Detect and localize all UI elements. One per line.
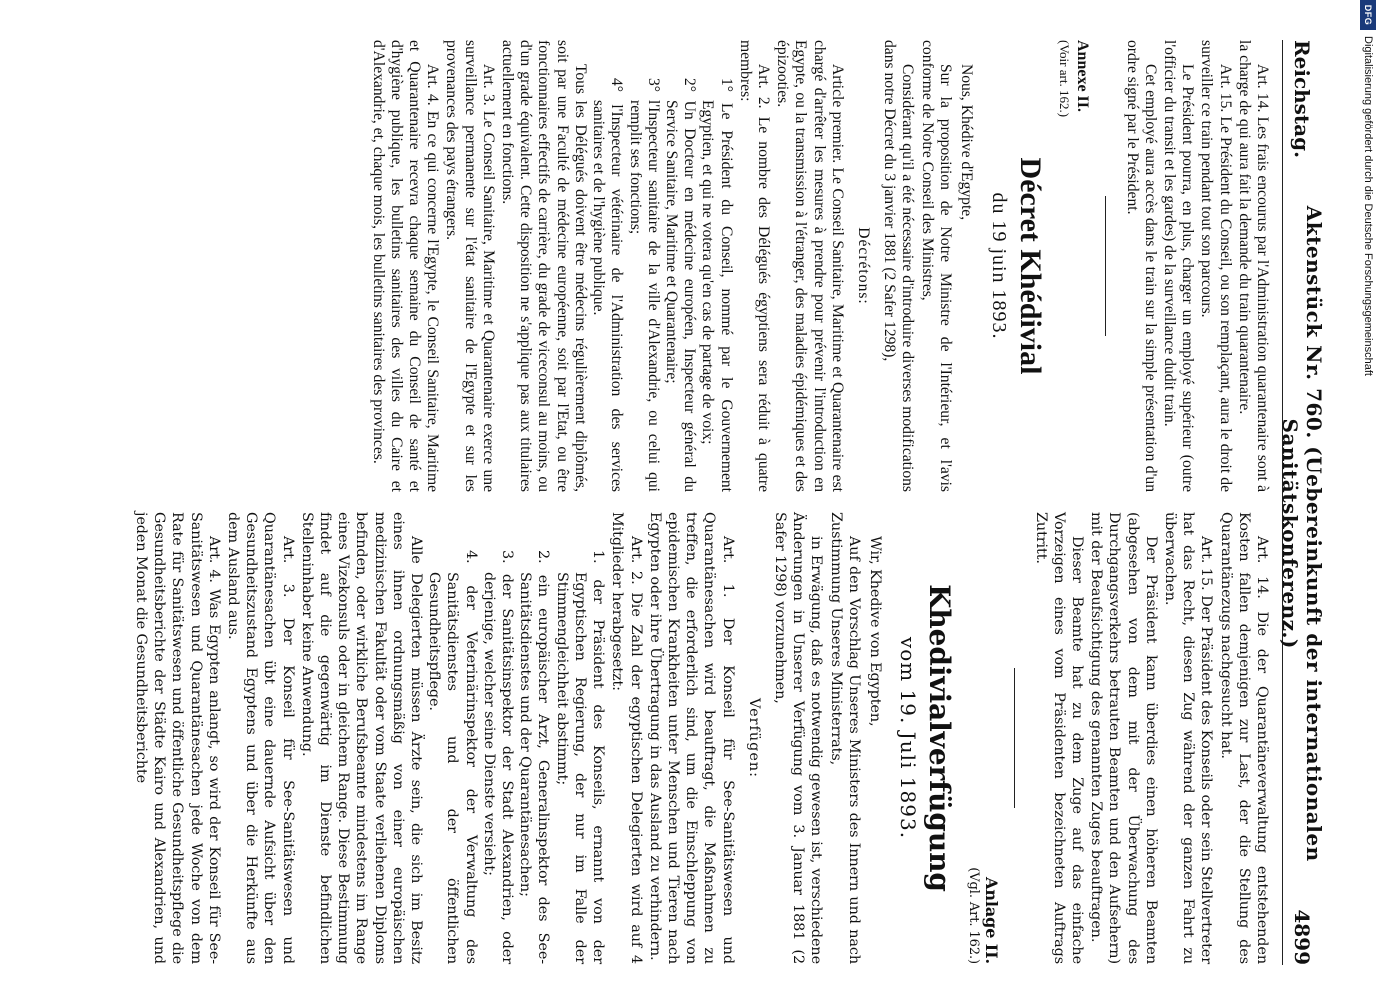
- fr-greeting: Nous, Khédive d'Egypte,: [957, 64, 975, 221]
- de-list-item: 2. ein europäischer Arzt, Generalinspektor des See-Sanitätsdienstes und der Quarantänesachen;: [517, 550, 552, 964]
- fr-preamble: Sur la proposition de Notre Ministre de l'Intérieur, et l'avis conforme de Notre Conseil des Ministres,: [918, 40, 954, 492]
- de-decree-heading: Verfügen:: [745, 698, 762, 778]
- digitization-credit: [1353, 0, 1383, 1000]
- de-decree-date: vom 19. Juli 1893.: [895, 636, 920, 840]
- fr-list-item: 4° l'Inspecteur vétérinaire de l'Administration des services sanitaires et de l'hygiène publique.: [590, 78, 626, 492]
- dfg-logo: DFG: [1360, 0, 1376, 30]
- section-divider: [1014, 668, 1015, 808]
- de-preamble: Auf den Vorschlag Unseres Ministers des Innern und nach Zustimmung Unseres Ministerrats,: [827, 512, 862, 964]
- header-title: Aktenstück Nr. 760. (Uebereinkunft der internationalen Sanitätskonferenz.): [1278, 205, 1326, 862]
- section-divider: [1105, 196, 1106, 336]
- de-article-1: Art. 1. Der Konseil für See-Sanitätswesen und Quarantänesachen wird beauftragt, die Maßnahmen zu treffen, die erforderlich sind, um die Einschleppung von epidemischen Krankheiten unter Menschen und Tieren nach Egypten oder ihre Übertragung in das Ausland zu verhindern.: [646, 512, 736, 964]
- de-article-2: Art. 2. Die Zahl der egyptischen Delegierten wird auf 4 Mitglieder herabgesetzt:: [609, 512, 644, 964]
- fr-paragraph: Cet employé aura accès dans le train sur la simple présentation d'un ordre signé par le Président.: [1123, 40, 1159, 492]
- de-paragraph: Art. 15. Der Präsident des Konseils oder sein Stellvertreter hat das Recht, diesen Zug während der ganzen Fahrt zu überwachen.: [1161, 512, 1215, 964]
- fr-decree-heading: Décrétons:: [854, 227, 872, 305]
- fr-article-4: Art. 4. En ce qui concerne l'Egypte, le Conseil Sanitaire, Maritime et Quarantenaire recevra chaque semaine du Conseil de santé et d'hygiène publique, les bulletins sanitaires des villes du Caire et d'Alexandrie, et, chaque mois, les bulletins sanitaires des provinces.: [369, 40, 442, 492]
- de-list-item: 4. der Veterinärinspektor der Verwaltung des Sanitätsdienstes und der öffentlichen Gesundheitspflege.: [426, 550, 479, 964]
- digitization-credit-text: Digitalisierung gefördert durch die Deutsche Forschungsgemeinschaft: [1362, 36, 1374, 376]
- fr-preamble: Considérant qu'il a été nécessaire d'introduire diverses modifications dans notre Décret du 3 janvier 1881 (2 Safer 1298),: [881, 40, 917, 492]
- fr-list-item: 2° Un Docteur en médecine européen, Inspecteur général du Service Sanitaire, Maritime et Quarantenaire;: [662, 78, 699, 492]
- fr-decree-title: Décret Khédivial: [1013, 157, 1047, 375]
- de-annex-label: Anlage II.: [982, 877, 1002, 964]
- de-list-item: 3. der Sanitätsinspektor der Stadt Alexandrien, oder derjenige, welcher seine Dienste versieht;: [480, 550, 516, 964]
- fr-annex-label: Annexe II.: [1074, 40, 1092, 113]
- de-article-4: Art. 4. Was Egypten anlangt, so wird der Konseil für See-Sanitätswesen und Quarantänesachen jede Woche von dem Rate für Sanitätswesen und öffentliche Gesundheitspflege die Gesundheitsberichte der Städte Kairo und Alexandrien, und jeden Monat die Gesundheitsberichte: [133, 512, 222, 964]
- french-column: [11, 40, 1271, 492]
- header-left: Reichstag.: [1290, 40, 1314, 159]
- de-decree-title: Khedivialverfügung: [922, 584, 956, 892]
- german-column: [11, 512, 1271, 964]
- fr-article-1: Article premier. Le Conseil Sanitaire, Maritime et Quarantenaire est chargé d'arrêter les mesures à prendre pour prévenir l'introduction en Egypte, ou la transmission à l'étranger, des maladies épidémiques et des épizooties.: [774, 40, 846, 492]
- fr-paragraph: Art. 14. Les frais encourus par l'Administration quarantenaire sont à la charge de qui aura fait la demande du train quarantenaire.: [1235, 40, 1271, 492]
- fr-paragraph: Le Président pourra, en plus, charger un employé supérieur (outre l'officier du transit et les gardes) de la surveillance dudit train.: [1160, 40, 1197, 492]
- de-article-3: Art. 3. Der Konseil für See-Sanitätswesen und Quarantänesachen übt eine dauernde Aufsicht über den Gesundheitszustand Egyptens und über die Herkünfte aus dem Ausland aus.: [225, 512, 296, 964]
- de-paragraph: Art. 14. Die der Quarantäneverwaltung entstehenden Kosten fallen demjenigen zur Last, der die Stellung des Quarantänezugs nachgesucht hat.: [1217, 512, 1270, 964]
- fr-list-item: 3° l'Inspecteur sanitaire de la ville d'Alexandrie, ou celui qui remplit ses fonctions;: [626, 78, 662, 492]
- de-preamble: in Erwägung, daß es notwendig gewesen ist, verschiedene Änderungen in Unserer Verfügung vom 3. Januar 1881 (2 Safer 1298) vorzunehmen,: [771, 512, 825, 964]
- fr-decree-date: du 19 juin 1893.: [987, 192, 1010, 340]
- page-number: 4899: [1290, 909, 1314, 965]
- page-header: [1278, 40, 1326, 965]
- de-paragraph: Dieser Beamte hat zu dem Zuge auf das einfache Vorzeigen eines vom Präsidenten bezeichneten Auftrags Zutritt.: [1032, 512, 1085, 964]
- fr-paragraph: Art. 15. Le Président du Conseil, ou son remplaçant, aura le droit de surveiller ce train pendant tout son parcours.: [1198, 40, 1234, 492]
- de-list-item: 1. der Präsident des Konseils, ernannt von der Egyptischen Regierung, der nur im Falle der Stimmengleichheit abstimmt;: [553, 550, 607, 964]
- fr-list-item: 1° Le Président du Conseil, nommé par le Gouvernement Egyptien, et qui ne votera qu'en cas de partage de voix;: [699, 78, 735, 492]
- de-annex-ref: (Vgl. Art. 162.): [966, 867, 982, 964]
- fr-article-2: Art. 2. Le nombre des Délégués égyptiens sera réduit à quatre membres:: [736, 40, 772, 492]
- fr-annex-ref: (Voir art. 162.): [1057, 40, 1073, 118]
- fr-delegates: Tous les Délégués doivent être médecins régulièrement diplômés, soit par une Faculté de médecine européenne, soit par l'Etat, ou être fonctionnaires effectifs de carrière, du grade de viceconsul au moins, ou d'un grade équivalent. Cette disposition ne s'applique pas aux titulaires actuellement en fonctions.: [499, 40, 589, 492]
- fr-article-3: Art. 3. Le Conseil Sanitaire, Maritime et Quarantenaire exerce une surveillance permanente sur l'état sanitaire de l'Egypte et sur les provenances des pays étrangers.: [443, 40, 497, 492]
- de-greeting: Wir, Khedive von Egypten,: [866, 536, 883, 727]
- de-paragraph: Der Präsident kann überdies einen höheren Beamten (abgesehen von dem mit der Überwachung des Durchgangsverkehrs betrauten Beamten und den Aufsehern) mit der Beaufsichtigung des genannten Zuges beauftragen.: [1088, 512, 1159, 964]
- de-delegates: Alle Delegierten müssen Ärzte sein, die sich im Besitz eines ihnen ordnungsmäßig von einer europäischen medizinischen Fakultät oder vom Staate verliehenen Diploms befinden, oder wirkliche Berufsbeamte mindestens im Range eines Vizekonsuls oder in gleichem Range. Diese Bestimmung findet auf die gegenwärtig im Dienste befindlichen Stelleninhaber keine Anwendung.: [298, 512, 425, 964]
